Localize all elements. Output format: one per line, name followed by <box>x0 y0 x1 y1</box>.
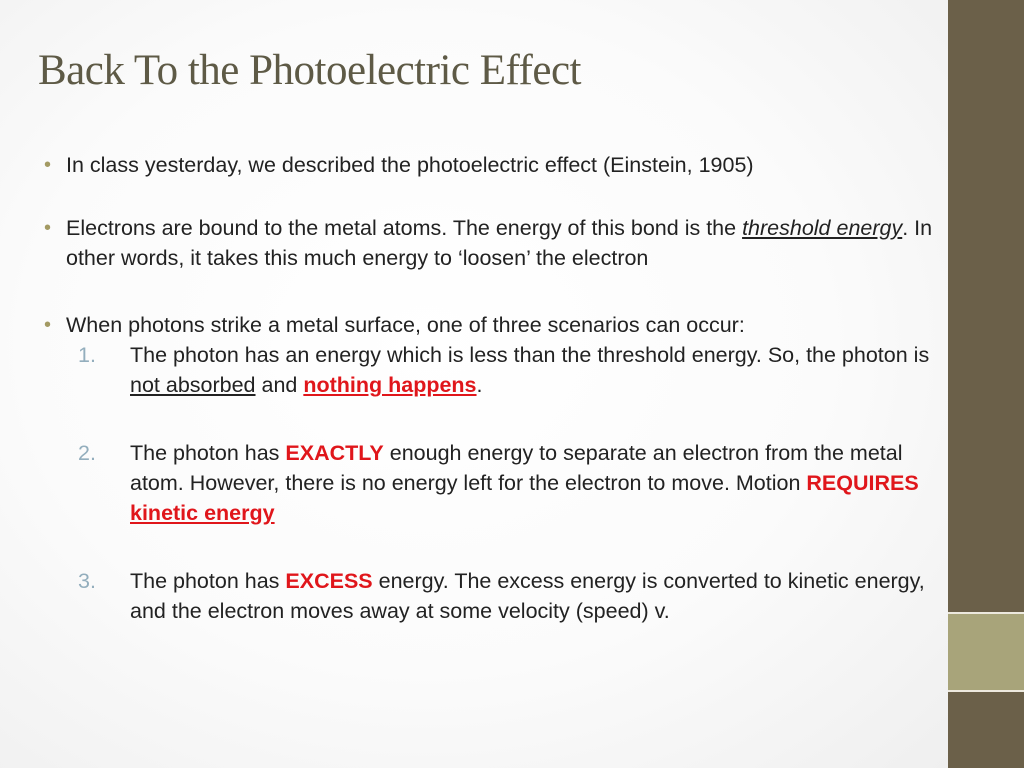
bullet-item-three-scenarios <box>44 310 934 340</box>
scenario-text-period: . <box>476 373 483 397</box>
slide-body <box>44 150 934 626</box>
scenario-text: The photon has <box>130 441 286 465</box>
bullet-marker: • <box>44 217 52 239</box>
scenario-item-3 <box>44 566 934 626</box>
not-absorbed-phrase: not absorbed <box>130 373 256 397</box>
scenario-text-continued: energy. The excess energy is converted to kinetic energy, and the electron moves away at some velocity (speed) v. <box>130 569 925 623</box>
scenario-item-1 <box>44 340 934 400</box>
sidebar-divider-bottom <box>948 690 1024 692</box>
slide-title: Back To the Photoelectric Effect <box>38 47 581 94</box>
bullet-item-threshold-energy <box>44 213 934 273</box>
scenario-item-2 <box>44 438 934 528</box>
bullet-text: In class yesterday, we described the photoelectric effect (Einstein, 1905) <box>66 153 754 177</box>
sidebar-divider-top <box>948 612 1024 614</box>
bullet-text: Electrons are bound to the metal atoms. The energy of this bond is the <box>66 216 743 240</box>
scenario-text-and: and <box>255 373 304 397</box>
bullet-item-class-yesterday <box>44 150 934 180</box>
excess-emphasis: EXCESS <box>285 569 373 593</box>
requires-emphasis: REQUIRES <box>806 471 919 495</box>
scenario-number: 3. <box>78 569 96 593</box>
bullet-marker: • <box>44 154 52 176</box>
threshold-energy-term: threshold energy <box>742 216 903 240</box>
bullet-text: When photons strike a metal surface, one of three scenarios can occur: <box>66 313 745 337</box>
decorative-sidebar-accent <box>948 614 1024 690</box>
scenario-text-continued: enough energy to separate an electron from the metal atom. However, there is no energy left for the electron to move. Motion <box>130 441 903 495</box>
nothing-happens-phrase: nothing happens <box>303 373 477 397</box>
scenario-number: 2. <box>78 441 96 465</box>
scenario-number: 1. <box>78 343 96 367</box>
scenario-text: The photon has an energy which is less than the threshold energy. So, the photon is <box>130 343 930 367</box>
scenario-text: The photon has <box>130 569 286 593</box>
bullet-marker: • <box>44 314 52 336</box>
bullet-text-continued: . In other words, it takes this much energy to ‘loosen’ the electron <box>66 216 933 270</box>
kinetic-energy-phrase: kinetic energy <box>130 501 275 525</box>
exactly-emphasis: EXACTLY <box>285 441 384 465</box>
